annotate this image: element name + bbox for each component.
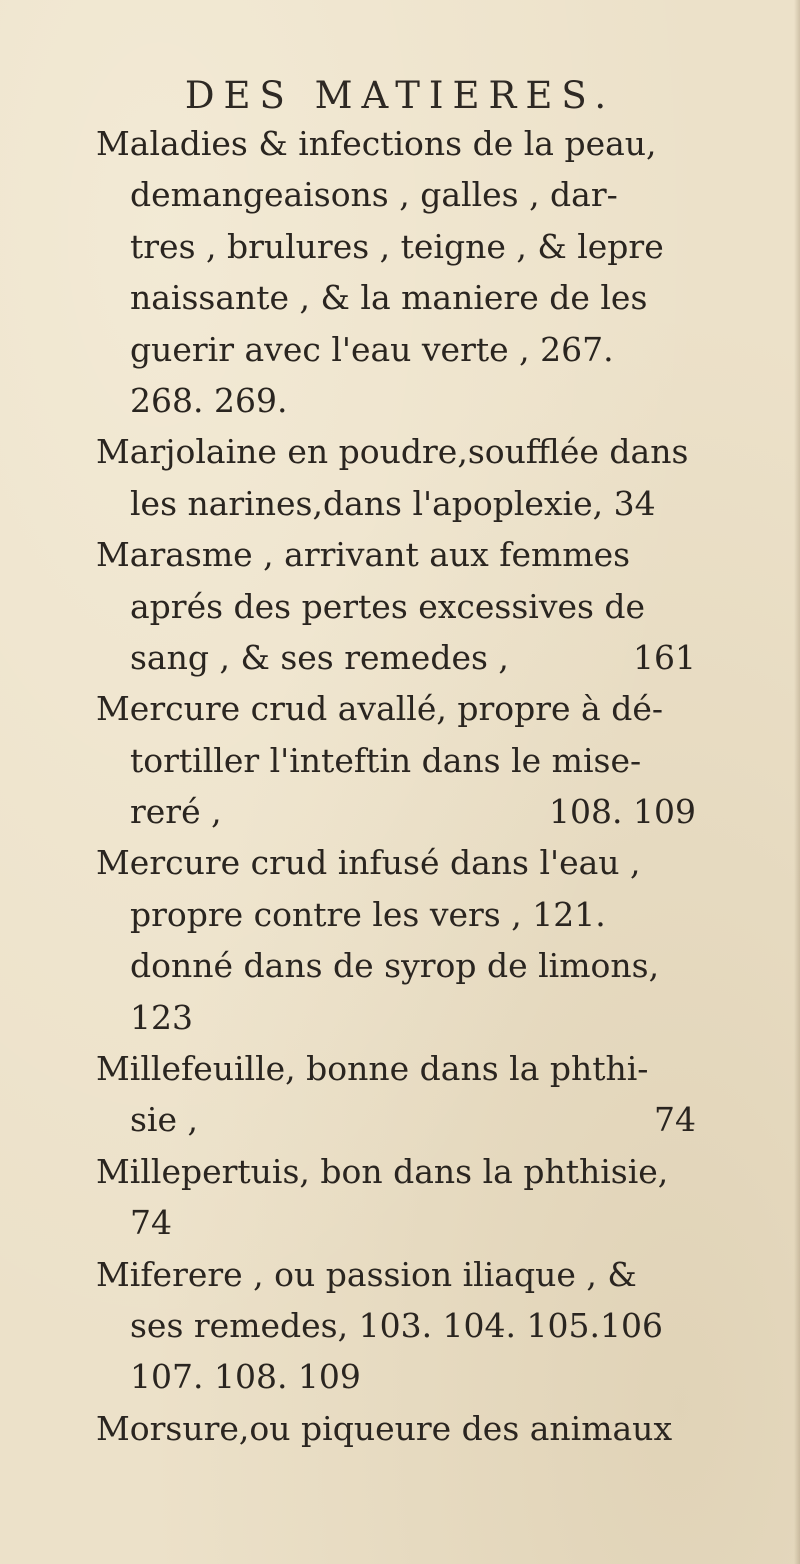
line-text: Miferere , ou passion iliaque , & <box>96 1254 637 1294</box>
index-line <box>96 375 696 426</box>
index-line <box>96 581 696 632</box>
index-line <box>96 272 696 323</box>
line-text: reré , <box>130 792 222 832</box>
line-text: naissante , & la maniere de les <box>130 278 648 318</box>
line-text: aprés des pertes excessives de <box>130 586 646 626</box>
index-line <box>96 1197 696 1248</box>
line-text: Marjolaine en poudre,soufflée dans <box>96 432 689 472</box>
line-text: les narines,dans l'apoplexie, 34 <box>130 483 656 523</box>
index-line <box>96 169 696 220</box>
index-line <box>96 992 696 1043</box>
index-line <box>96 426 696 477</box>
line-text: Maladies & infections de la peau, <box>96 124 657 163</box>
index-line <box>96 118 696 169</box>
line-text: Marasme , arrivant aux femmes <box>96 535 631 575</box>
index-line <box>96 324 696 375</box>
page-reference: 74 <box>654 1100 696 1140</box>
index-line <box>96 632 696 683</box>
index-line <box>96 1351 696 1402</box>
index-line <box>96 1094 696 1145</box>
page-edge-shadow <box>794 0 800 1564</box>
line-text: Mercure crud infusé dans l'eau , <box>96 843 641 883</box>
index-line <box>96 1249 696 1300</box>
page-reference: 108. 109 <box>549 792 696 832</box>
index-line <box>96 1300 696 1351</box>
index-line <box>96 683 696 734</box>
line-text: 107. 108. 109 <box>130 1357 361 1397</box>
index-line <box>96 735 696 786</box>
index-line <box>96 529 696 580</box>
line-text: 268. 269. <box>130 380 288 420</box>
line-text: Morsure,ou piqueure des animaux <box>96 1408 673 1448</box>
index-line <box>96 1146 696 1197</box>
line-text: ses remedes, 103. 104. 105.106 <box>130 1305 663 1345</box>
line-text: sie , <box>130 1100 198 1140</box>
line-text: Mercure crud avallé, propre à dé- <box>96 689 664 729</box>
index-line <box>96 786 696 837</box>
index-line <box>96 1403 696 1454</box>
line-text: sang , & ses remedes , <box>130 637 509 677</box>
line-text: tortiller l'inteftin dans le mise- <box>130 740 642 780</box>
index-line <box>96 837 696 888</box>
index-entries <box>96 118 696 1454</box>
index-line <box>96 1043 696 1094</box>
line-text: Millepertuis, bon dans la phthisie, <box>96 1151 669 1191</box>
line-text: Millefeuille, bonne dans la phthi- <box>96 1049 649 1089</box>
line-text: 74 <box>130 1203 172 1243</box>
line-text: donné dans de syrop de limons, <box>130 946 660 986</box>
index-line <box>96 889 696 940</box>
line-text: demangeaisons , galles , dar- <box>130 175 618 215</box>
index-line <box>96 940 696 991</box>
line-text: propre contre les vers , 121. <box>130 894 606 934</box>
line-text: tres , brulures , teigne , & lepre <box>130 226 664 266</box>
page-reference: 161 <box>633 637 696 677</box>
index-line <box>96 221 696 272</box>
index-line <box>96 478 696 529</box>
page-header: DES MATIERES. <box>184 74 616 117</box>
line-text: guerir avec l'eau verte , 267. <box>130 329 614 369</box>
line-text: 123 <box>130 997 193 1037</box>
